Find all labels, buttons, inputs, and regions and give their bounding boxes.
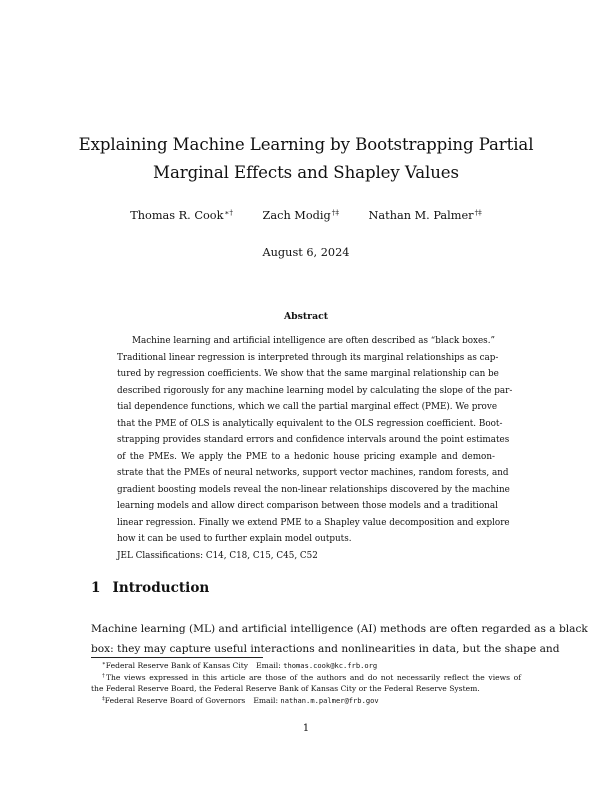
abstract-line: linear regression. Finally we extend PME to a Shapley value decomposition and explore <box>117 517 510 528</box>
email-address: thomas.cook@kc.frb.org <box>283 661 378 670</box>
intro-line: box: they may capture useful interactions and nonlinearities in data, but the shape and <box>91 643 560 655</box>
jel-classifications: JEL Classifications: C14, C18, C15, C45, C52 <box>117 550 318 561</box>
section-heading <box>91 580 209 596</box>
footnote-affiliation: Federal Reserve Board of Governors <box>104 696 246 705</box>
footnote-mark: ‡ <box>102 696 105 702</box>
footnotes <box>91 659 521 706</box>
author-1 <box>130 208 233 222</box>
abstract-line: tial dependence functions, which we call the partial marginal effect (PME). We prove <box>117 402 498 412</box>
footnote-rule <box>91 657 263 658</box>
intro-paragraph <box>91 619 588 659</box>
affiliation-marks: ∗† <box>224 208 233 217</box>
paper-title <box>0 131 612 187</box>
abstract-line: Machine learning and artificial intelligence are often described as “black boxes.” <box>132 336 495 346</box>
abstract-line: Traditional linear regression is interpreted through its marginal relationships as cap- <box>117 352 499 363</box>
footnote-2-line-1 <box>91 671 521 683</box>
affiliation-marks: †‡ <box>474 208 482 217</box>
title-line-2: Marginal Effects and Shapley Values <box>153 163 459 182</box>
abstract-line: learning models and allow direct comparison between those models and a traditional <box>117 501 498 511</box>
email-address: nathan.m.palmer@frb.gov <box>280 696 379 705</box>
section-number: 1 <box>91 580 101 596</box>
footnote-affiliation: Federal Reserve Bank of Kansas City <box>105 661 249 670</box>
footnote-1 <box>91 659 521 671</box>
footnote-text: The views expressed in this article are those of the authors and do not necessarily reflect the views of <box>105 673 522 682</box>
author-name: Zach Modig <box>262 209 331 222</box>
abstract-line: that the PME of OLS is analytically equivalent to the OLS regression coefficient. Boot- <box>117 418 503 429</box>
email-label: Email: <box>256 661 281 670</box>
abstract-line: of the PMEs. We apply the PME to a hedonic house pricing example and demon- <box>117 451 495 462</box>
abstract-body <box>117 333 513 564</box>
publication-date: August 6, 2024 <box>262 246 350 259</box>
author-name: Nathan M. Palmer <box>368 209 474 222</box>
abstract-line: described rigorously for any machine learning model by calculating the slope of the par- <box>117 385 513 396</box>
footnote-2-line-2: the Federal Reserve Board, the Federal Reserve Bank of Kansas City or the Federal Reserve System. <box>91 684 480 693</box>
author-3 <box>369 208 482 222</box>
abstract-heading: Abstract <box>283 311 329 322</box>
abstract-line: strate that the PMEs of neural networks, support vector machines, random forests, and <box>117 468 509 478</box>
abstract-line: strapping provides standard errors and confidence intervals around the point estimates <box>117 435 510 445</box>
abstract-line: gradient boosting models reveal the non-linear relationships discovered by the machine <box>117 484 510 495</box>
affiliation-marks: †‡ <box>331 208 339 217</box>
author-list <box>0 208 612 222</box>
author-2 <box>263 208 339 222</box>
footnote-3 <box>91 694 521 706</box>
title-line-1: Explaining Machine Learning by Bootstrapping Partial <box>78 135 534 154</box>
footnote-mark: † <box>102 673 106 679</box>
abstract-line: how it can be used to further explain model outputs. <box>117 534 352 544</box>
intro-line: Machine learning (ML) and artificial intelligence (AI) methods are often regarded as a black <box>91 623 588 635</box>
footnote-mark: ∗ <box>102 661 106 667</box>
abstract-line: tured by regression coefficients. We show that the same marginal relationship can be <box>117 369 499 379</box>
section-title: Introduction <box>112 580 210 596</box>
email-label: Email: <box>253 696 278 705</box>
author-name: Thomas R. Cook <box>130 209 224 222</box>
page-number: 1 <box>302 723 310 734</box>
